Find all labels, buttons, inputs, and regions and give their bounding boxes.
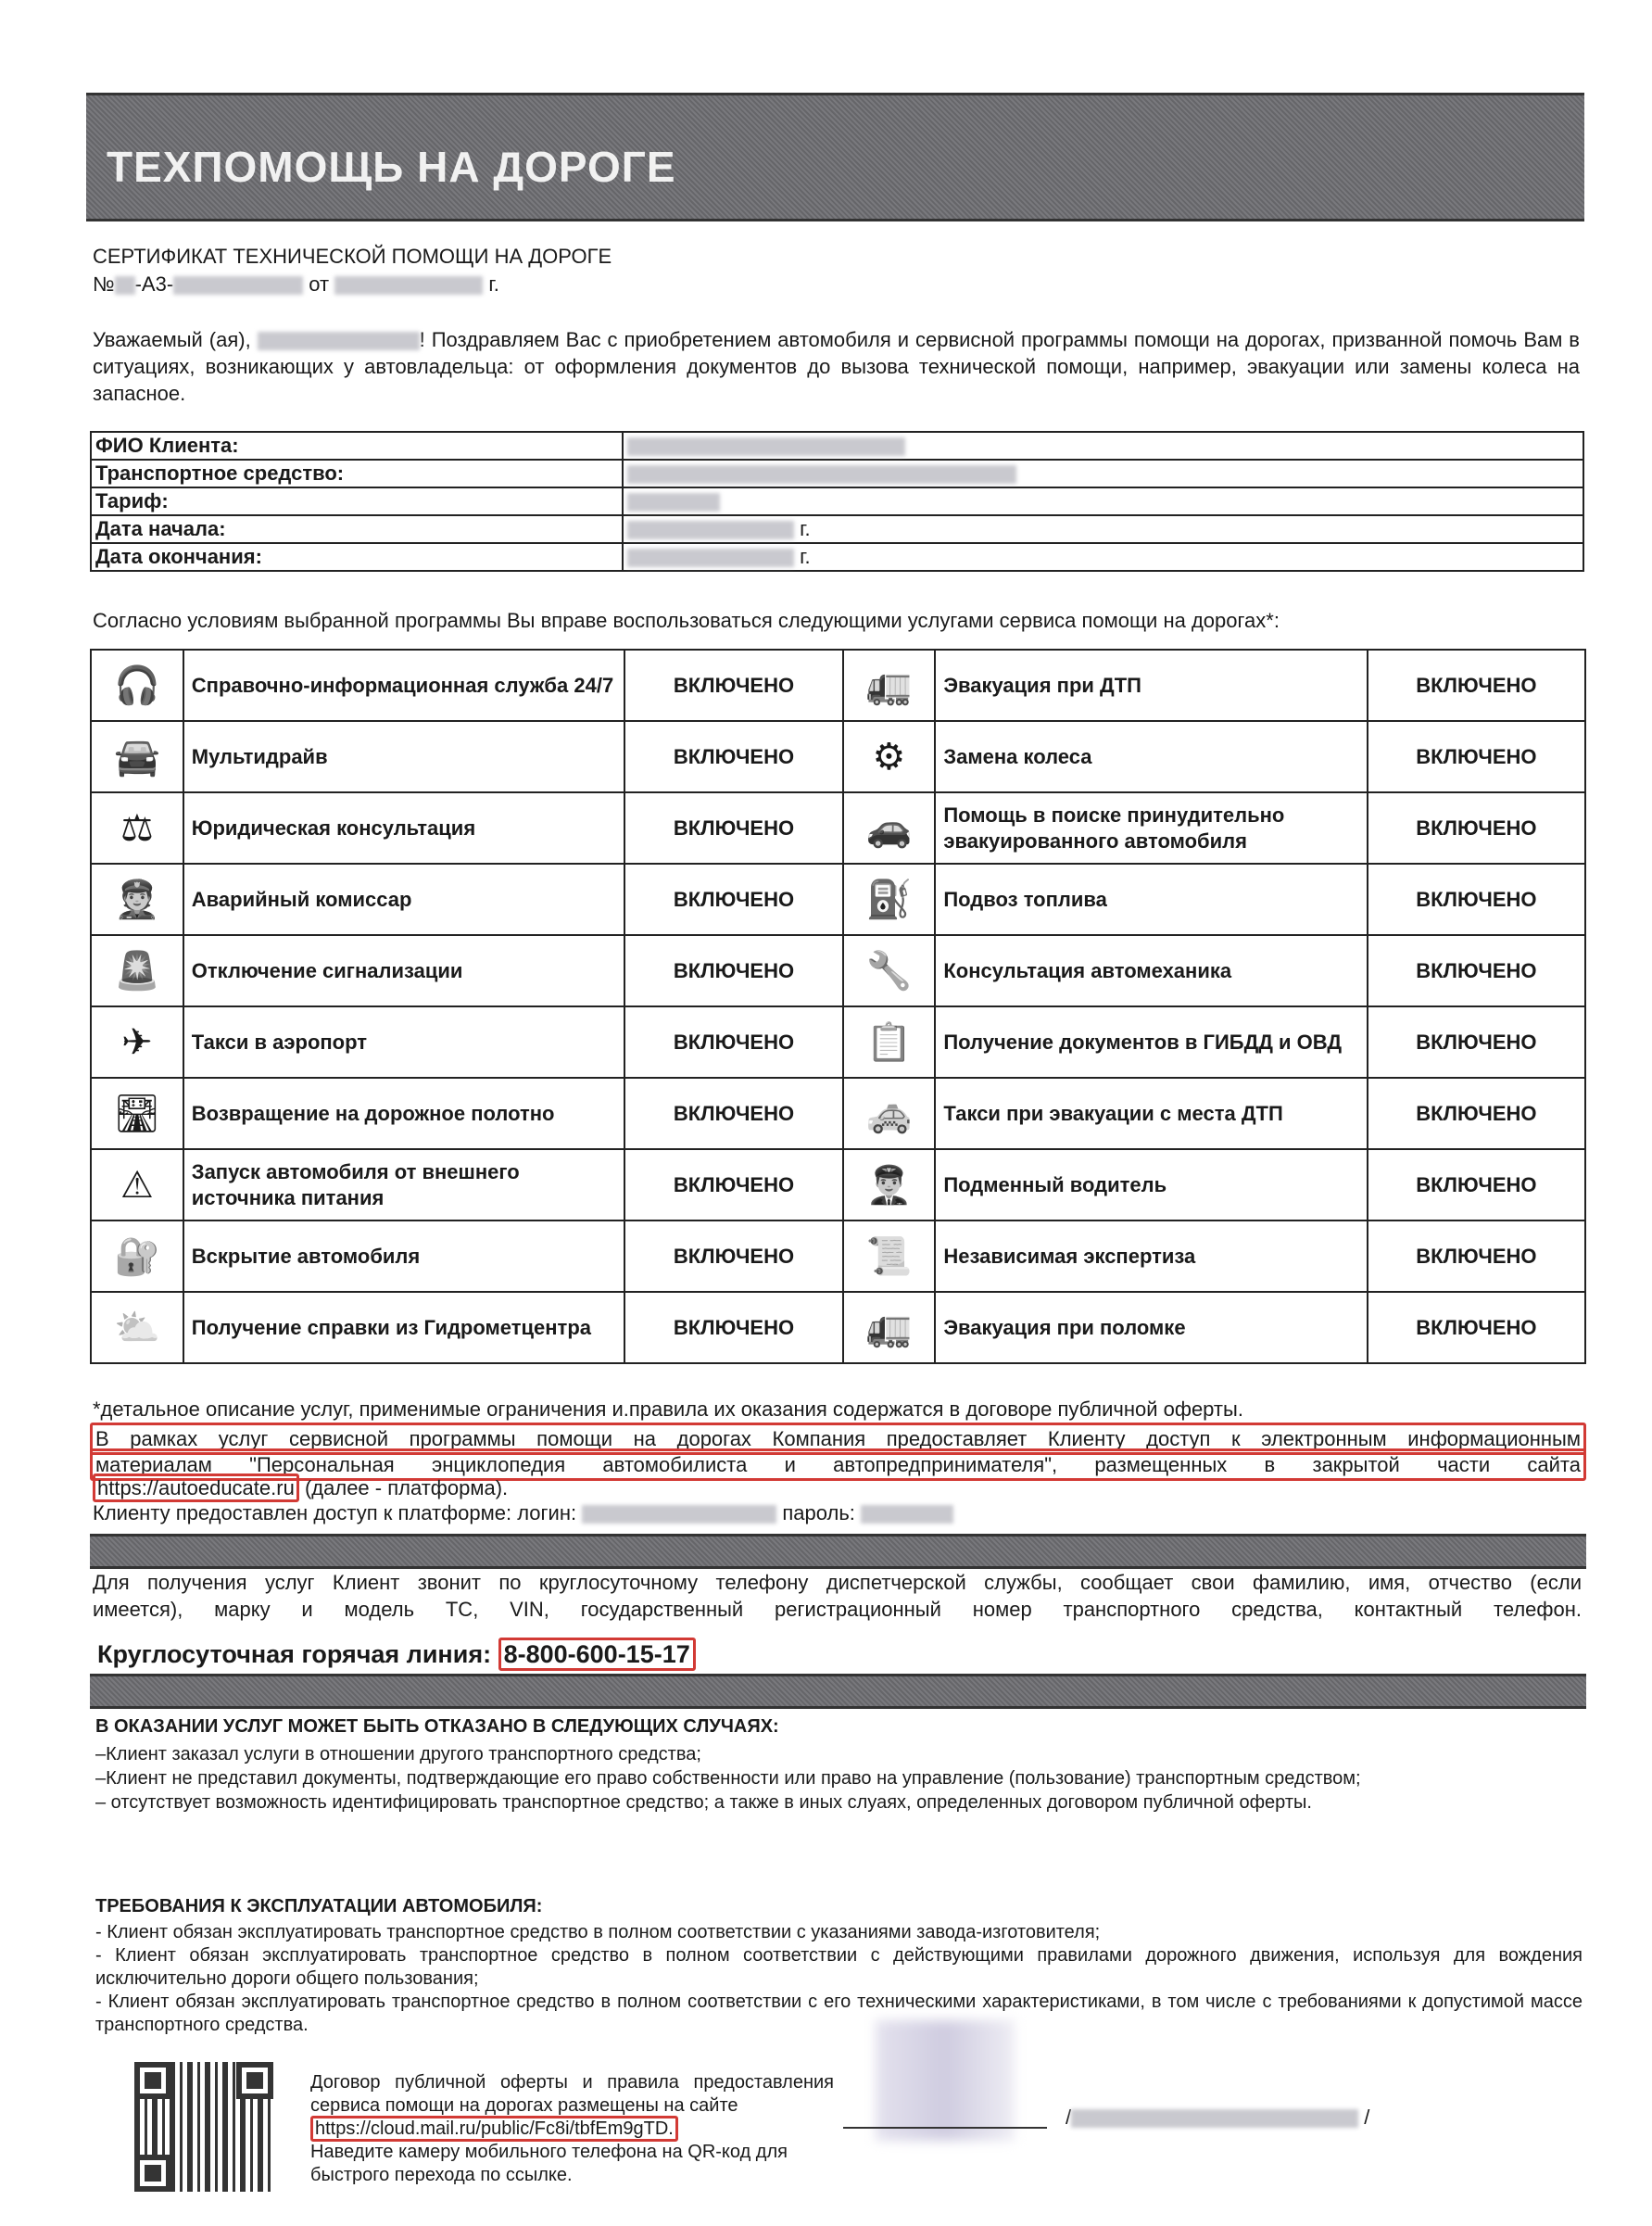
row-label: Дата начала:: [91, 515, 623, 543]
driver-icon: 👨‍✈️: [843, 1149, 936, 1221]
table-row: [91, 432, 1583, 460]
wrench-screwdriver-icon: 🔧: [843, 935, 936, 1006]
list-item: - Клиент обязан эксплуатировать транспортное средство в полном соответствии с действующими правилами дорожного движения, используя для вождения исключительно дороги общего пользования;: [95, 1945, 1583, 1989]
services-table: [90, 649, 1586, 1364]
service-name: Подвоз топлива: [935, 864, 1367, 935]
service-status: ВКЛЮЧЕНО: [1368, 935, 1585, 1006]
table-row: [91, 935, 1585, 1006]
table-row: [91, 1006, 1585, 1078]
row-value: [623, 487, 1583, 515]
service-name: Независимая экспертиза: [935, 1221, 1367, 1292]
table-row: [91, 543, 1583, 571]
offer-block: [310, 2071, 834, 2187]
service-status: ВКЛЮЧЕНО: [624, 1078, 842, 1149]
qr-hint: Наведите камеру мобильного телефона на QR-код для быстрого перехода по ссылке.: [310, 2142, 788, 2185]
platform-link[interactable]: https://autoeducate.ru: [93, 1473, 299, 1502]
certificate-number: [93, 271, 499, 297]
service-name: Такси в аэропорт: [183, 1006, 625, 1078]
platform-access: [93, 1499, 953, 1526]
service-status: ВКЛЮЧЕНО: [624, 1006, 842, 1078]
divider-bar: [90, 1674, 1586, 1709]
service-name: Справочно-информационная служба 24/7: [183, 650, 625, 721]
number-prefix: №: [93, 272, 115, 296]
scales-icon: ⚖: [91, 792, 183, 864]
service-status: ВКЛЮЧЕНО: [1368, 1292, 1585, 1363]
service-name: Отключение сигнализации: [183, 935, 625, 1006]
tow-truck-icon: 🚛: [843, 650, 936, 721]
signature-image: [876, 2020, 1015, 2141]
commissioner-icon: 👮: [91, 864, 183, 935]
certificate-title: СЕРТИФИКАТ ТЕХНИЧЕСКОЙ ПОМОЩИ НА ДОРОГЕ: [93, 245, 612, 268]
tow-truck-icon: 🚛: [843, 1292, 936, 1363]
from-label: от: [309, 272, 330, 296]
certificate-icon: 📜: [843, 1221, 936, 1292]
offer-link[interactable]: https://cloud.mail.ru/public/Fc8i/tbfEm9gTD.: [310, 2116, 678, 2142]
documents-icon: 📋: [843, 1006, 936, 1078]
signature-line: [843, 2127, 1047, 2129]
service-status: ВКЛЮЧЕНО: [1368, 1006, 1585, 1078]
signatory: [1066, 2104, 1369, 2131]
service-name: Получение документов в ГИБДД и ОВД: [935, 1006, 1367, 1078]
car-in-hand-icon: 🚗: [843, 792, 936, 864]
service-name: Подменный водитель: [935, 1149, 1367, 1221]
service-name: Запуск автомобиля от внешнего источника питания: [183, 1149, 625, 1221]
service-name: Юридическая консультация: [183, 792, 625, 864]
service-status: ВКЛЮЧЕНО: [624, 1149, 842, 1221]
hotline-phone[interactable]: 8-800-600-15-17: [498, 1638, 696, 1671]
call-info-line-2: имеется), марку и модель ТС, VIN, государственный регистрационный номер транспортного средства, контактный телефон.: [93, 1598, 1582, 1621]
road-icon: 🛣: [91, 1078, 183, 1149]
table-row: [91, 792, 1585, 864]
table-row: [91, 515, 1583, 543]
service-status: ВКЛЮЧЕНО: [1368, 1149, 1585, 1221]
slash-open: /: [1066, 2106, 1072, 2129]
car-driver-icon: 🚘: [91, 721, 183, 792]
service-name: Эвакуация при поломке: [935, 1292, 1367, 1363]
service-status: ВКЛЮЧЕНО: [1368, 1221, 1585, 1292]
table-row: [91, 650, 1585, 721]
footnote: *детальное описание услуг, применимые ограничения и.правила их оказания содержатся в договоре публичной оферты.: [93, 1398, 1243, 1421]
service-name: Мультидрайв: [183, 721, 625, 792]
service-name: Получение справки из Гидрометцентра: [183, 1292, 625, 1363]
platform-line-2: материалам "Персональная энциклопедия автомобилиста и автопредпринимателя", размещенных в закрытой части сайта: [90, 1448, 1586, 1481]
service-status: ВКЛЮЧЕНО: [1368, 1078, 1585, 1149]
table-row: [91, 1221, 1585, 1292]
platform-line-1: В рамках услуг сервисной программы помощи на дорогах Компания предоставляет Клиенту доступ к электронным информационным: [90, 1423, 1586, 1455]
table-row: [91, 1078, 1585, 1149]
battery-warning-icon: ⚠: [91, 1149, 183, 1221]
platform-note: (далее - платформа).: [304, 1476, 509, 1499]
service-name: Консультация автомеханика: [935, 935, 1367, 1006]
qr-code[interactable]: [134, 2062, 273, 2192]
table-row: [91, 721, 1585, 792]
page-title: ТЕХПОМОЩЬ НА ДОРОГЕ: [107, 143, 676, 191]
slash-close: /: [1364, 2106, 1370, 2129]
table-row: [91, 487, 1583, 515]
greeting-after: ! Поздравляем Вас с приобретением автомобиля и сервисной программы помощи на дорогах, призванной помочь Вам в ситуациях, возникающих у автовладельца: от оформления документов до вызова технической помощи, например, эвакуации или замены колеса на запасное.: [93, 328, 1580, 405]
service-status: ВКЛЮЧЕНО: [624, 721, 842, 792]
fuel-canister-icon: ⛽: [843, 864, 936, 935]
list-item: – отсутствует возможность идентифицировать транспортное средство; а также в иных слуаях, определенных договором публичной оферты.: [95, 1792, 1312, 1813]
service-status: ВКЛЮЧЕНО: [1368, 721, 1585, 792]
list-item: - Клиент обязан эксплуатировать транспортное средство в полном соответствии с указаниями завода-изготовителя;: [95, 1922, 1101, 1942]
number-mid: -А3-: [134, 272, 174, 296]
service-status: ВКЛЮЧЕНО: [1368, 792, 1585, 864]
client-info-table: [90, 431, 1584, 572]
service-name: Помощь в поиске принудительно эвакуированного автомобиля: [935, 792, 1367, 864]
service-status: ВКЛЮЧЕНО: [624, 1292, 842, 1363]
refusal-heading: В ОКАЗАНИИ УСЛУГ МОЖЕТ БЫТЬ ОТКАЗАНО В СЛЕДУЮЩИХ СЛУЧАЯХ:: [95, 1716, 779, 1737]
service-name: Эвакуация при ДТП: [935, 650, 1367, 721]
password-label: пароль:: [782, 1501, 855, 1524]
row-value: г.: [623, 543, 1583, 571]
table-row: [91, 1292, 1585, 1363]
car-key-lock-icon: 🔐: [91, 1221, 183, 1292]
hotline-label: Круглосуточная горячая линия:: [97, 1640, 492, 1668]
service-status: ВКЛЮЧЕНО: [624, 792, 842, 864]
greeting-paragraph: [93, 326, 1580, 407]
service-name: Аварийный комиссар: [183, 864, 625, 935]
service-name: Вскрытие автомобиля: [183, 1221, 625, 1292]
table-row: [91, 864, 1585, 935]
service-name: Такси при эвакуации с места ДТП: [935, 1078, 1367, 1149]
service-status: ВКЛЮЧЕНО: [1368, 864, 1585, 935]
service-name: Возвращение на дорожное полотно: [183, 1078, 625, 1149]
wheel-icon: ⚙: [843, 721, 936, 792]
row-value: г.: [623, 515, 1583, 543]
greeting-before: Уважаемый (ая),: [93, 328, 251, 351]
taxi-icon: 🚕: [843, 1078, 936, 1149]
airplane-pin-icon: ✈: [91, 1006, 183, 1078]
table-row: [91, 460, 1583, 487]
services-intro: Согласно условиям выбранной программы Вы вправе воспользоваться следующими услугами сервиса помощи на дорогах*:: [93, 609, 1280, 632]
service-status: ВКЛЮЧЕНО: [624, 864, 842, 935]
refusal-list: [95, 1742, 1361, 1815]
row-label: ФИО Клиента:: [91, 432, 623, 460]
row-label: Тариф:: [91, 487, 623, 515]
divider-bar: [90, 1534, 1586, 1569]
requirements-heading: ТРЕБОВАНИЯ К ЭКСПЛУАТАЦИИ АВТОМОБИЛЯ:: [95, 1896, 543, 1916]
service-status: ВКЛЮЧЕНО: [1368, 650, 1585, 721]
service-status: ВКЛЮЧЕНО: [624, 650, 842, 721]
list-item: –Клиент заказал услуги в отношении другого транспортного средства;: [95, 1744, 701, 1764]
table-row: [91, 1149, 1585, 1221]
row-label: Транспортное средство:: [91, 460, 623, 487]
requirements-list: [95, 1921, 1583, 2037]
weather-cloud-icon: ⛅: [91, 1292, 183, 1363]
call-info-line-1: Для получения услуг Клиент звонит по круглосуточному телефону диспетчерской службы, сообщает свои фамилию, имя, отчество (если: [93, 1571, 1582, 1594]
service-name: Замена колеса: [935, 721, 1367, 792]
service-status: ВКЛЮЧЕНО: [624, 935, 842, 1006]
headset-icon: 🎧: [91, 650, 183, 721]
row-label: Дата окончания:: [91, 543, 623, 571]
row-value: [623, 460, 1583, 487]
car-alarm-icon: 🚨: [91, 935, 183, 1006]
header-banner: [86, 93, 1584, 221]
offer-text: Договор публичной оферты и правила предоставления сервиса помощи на дорогах размещены на сайте: [310, 2072, 834, 2116]
list-item: - Клиент обязан эксплуатировать транспортное средство в полном соответствии с его техническими характеристиками, в том числе с требованиями к допустимой массе транспортного средства.: [95, 1992, 1583, 2035]
year-suffix: г.: [488, 272, 499, 296]
hotline: [97, 1640, 696, 1669]
service-status: ВКЛЮЧЕНО: [624, 1221, 842, 1292]
platform-link-line: [93, 1474, 508, 1501]
login-label: Клиенту предоставлен доступ к платформе: логин:: [93, 1501, 577, 1524]
row-value: [623, 432, 1583, 460]
list-item: –Клиент не представил документы, подтверждающие его право собственности или право на управление (пользование) транспортным средством;: [95, 1768, 1361, 1789]
